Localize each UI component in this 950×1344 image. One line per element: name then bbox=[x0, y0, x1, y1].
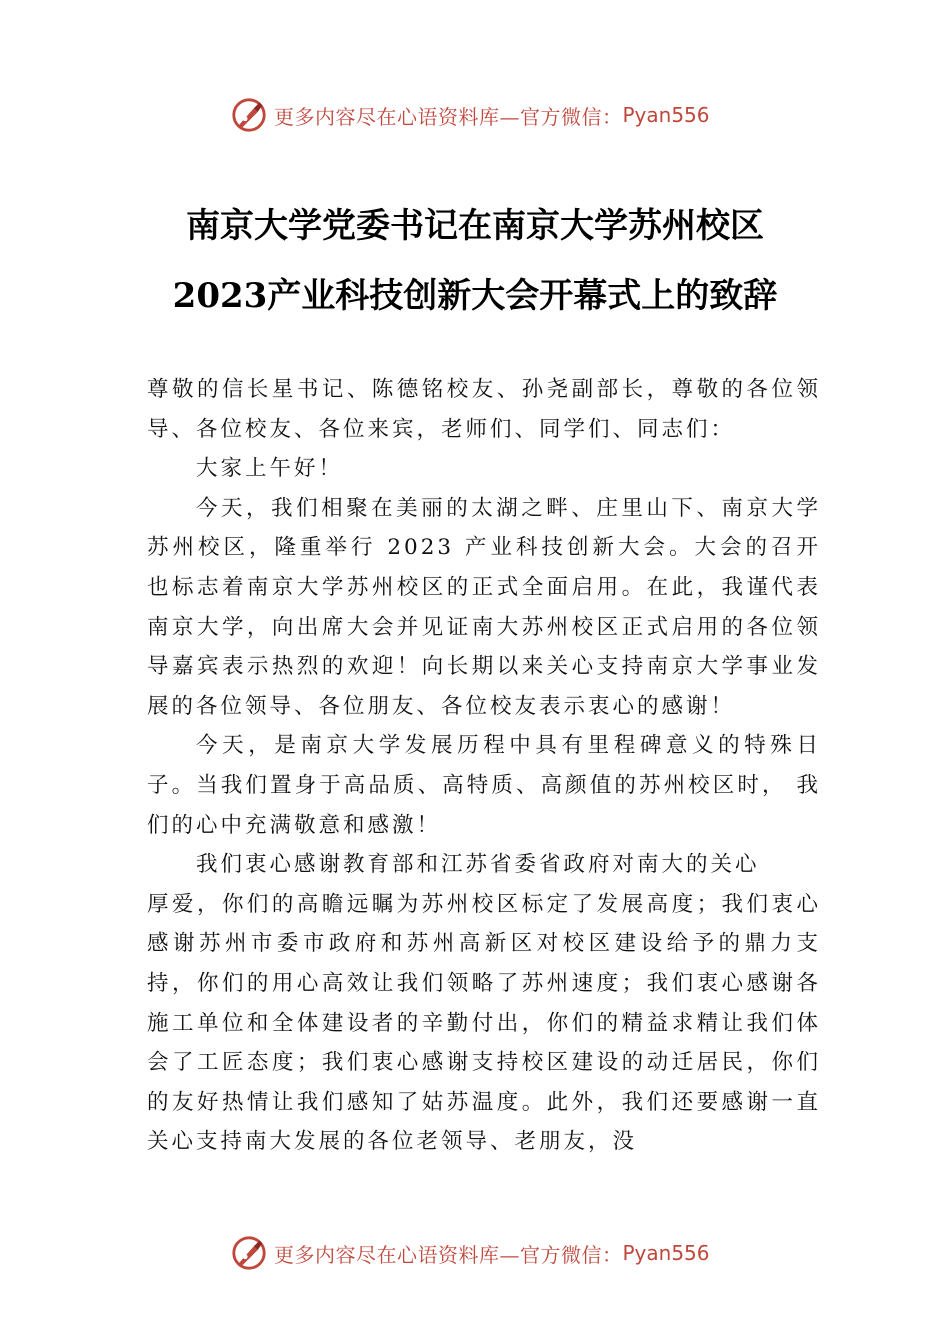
footer-banner-wechat-id: Pyan556 bbox=[622, 1241, 710, 1265]
header-banner-text: 更多内容尽在心语资料库—官方微信： bbox=[274, 104, 623, 129]
pen-nib-logo-icon bbox=[230, 1234, 268, 1272]
body-paragraph: 今天，是南京大学发展历程中具有里程碑意义的特殊日子。当我们置身于高品质、高特质、高颜值的苏州校区时， 我们的心中充满敬意和感激！ bbox=[147, 733, 821, 838]
document-body bbox=[147, 370, 821, 1162]
footer-banner-text: 更多内容尽在心语资料库—官方微信： bbox=[274, 1242, 623, 1267]
document-title-line-1: 南京大学党委书记在南京大学苏州校区 bbox=[186, 206, 764, 246]
body-paragraph: 我们衷心感谢教育部和江苏省委省政府对南大的关心 厚爱，你们的高瞻远瞩为苏州校区标定了发展高度；我们衷心感谢苏州市委市政府和苏州高新区对校区建设给予的鼎力支持，你们的用心高效让我们领略了苏州速度；我们衷心感谢各施工单位和全体建设者的辛勤付出，你们的精益求精让我们体会了工匠态度；我们衷心感谢支持校区建设的动迁居民，你们的友好热情让我们感知了姑苏温度。此外，我们还要感谢一直关心支持南大发展的各位老领导、老朋友，没 bbox=[147, 852, 821, 1155]
salutation-paragraph: 尊敬的信长星书记、陈德铭校友、孙尧副部长，尊敬的各位领导、各位校友、各位来宾，老师们、同学们、同志们： bbox=[147, 377, 821, 442]
header-banner bbox=[230, 95, 710, 135]
header-banner-wechat-id: Pyan556 bbox=[622, 103, 710, 127]
body-paragraph: 今天，我们相聚在美丽的太湖之畔、庄里山下、南京大学苏州校区，隆重举行 2023 产业科技创新大会。大会的召开也标志着南京大学苏州校区的正式全面启用。在此，我谨代表南京大学，向出席大会并见证南大苏州校区正式启用的各位领导嘉宾表示热烈的欢迎！向长期以来关心支持南京大学事业发展的各位领导、各位朋友、各位校友表示衷心的感谢！ bbox=[147, 495, 821, 719]
pen-nib-logo-icon bbox=[230, 96, 268, 134]
footer-banner bbox=[230, 1233, 710, 1273]
document-title-line-2: 2023产业科技创新大会开幕式上的致辞 bbox=[172, 276, 778, 316]
greeting-paragraph: 大家上午好！ bbox=[196, 456, 344, 482]
